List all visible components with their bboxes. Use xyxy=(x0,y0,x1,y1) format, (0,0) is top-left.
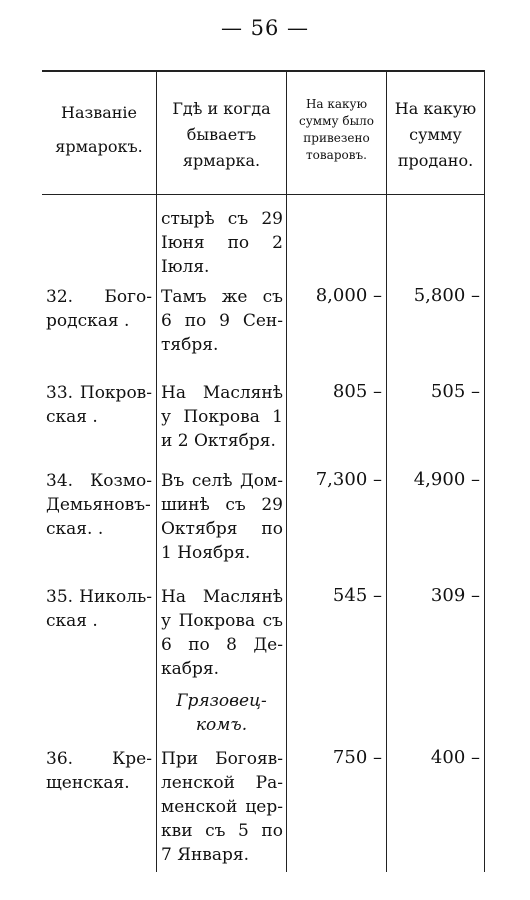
text-line: ская. . xyxy=(46,519,104,539)
column-divider-4 xyxy=(484,72,485,872)
text-line: кви съ 5 по xyxy=(161,821,283,841)
header-bottom-rule xyxy=(42,194,485,195)
text-line: ская . xyxy=(46,611,98,631)
row-36-brought: 750 – xyxy=(332,747,382,768)
header-sold-line: сумму xyxy=(409,125,462,144)
header-name-line: Названіе xyxy=(60,103,137,122)
text-line: Іюля. xyxy=(161,257,210,277)
district-subheading xyxy=(158,689,285,737)
text-line: шинѣ съ 29 xyxy=(161,495,283,515)
text-line: 32. Бого- xyxy=(46,287,152,307)
header-name-line: ярмарокъ. xyxy=(55,137,143,156)
row-36-name xyxy=(46,747,152,795)
row-32-place xyxy=(161,285,283,357)
text-line: комъ. xyxy=(195,715,248,735)
text-line: родская . xyxy=(46,311,130,331)
header-brought-line: сумму было xyxy=(299,114,374,128)
text-line: На Маслянѣ xyxy=(161,383,283,403)
text-line: у Покрова 1 xyxy=(161,407,283,427)
header-sold-line: На какую xyxy=(394,99,477,118)
text-line: 6 по 9 Сен- xyxy=(161,311,283,331)
table-top-rule xyxy=(42,70,485,72)
text-line: стырѣ съ 29 xyxy=(161,209,283,229)
text-line: Октября по xyxy=(161,519,283,539)
row-33-name xyxy=(46,381,152,429)
row-35-brought: 545 – xyxy=(332,585,382,606)
column-divider-1 xyxy=(156,72,157,872)
row-33-brought: 805 – xyxy=(332,381,382,402)
header-place xyxy=(158,96,285,174)
text-line: ская . xyxy=(46,407,98,427)
header-place-line: Гдѣ и когда xyxy=(172,99,271,118)
row-32-sold: 5,800 – xyxy=(413,285,480,306)
row-36-sold: 400 – xyxy=(430,747,480,768)
header-sold-line: продано. xyxy=(397,151,474,170)
row-35-sold: 309 – xyxy=(430,585,480,606)
text-line: 34. Козмо- xyxy=(46,471,152,491)
text-line: При Богояв- xyxy=(161,749,283,769)
header-sold xyxy=(388,96,483,174)
row-34-name xyxy=(46,469,152,541)
column-divider-3 xyxy=(386,72,387,872)
row-33-sold: 505 – xyxy=(430,381,480,402)
text-line: Тамъ же съ xyxy=(161,287,283,307)
header-place-line: бываетъ xyxy=(186,125,257,144)
row-36-place xyxy=(161,747,283,867)
text-line: менской цер- xyxy=(161,797,283,817)
row-33-place xyxy=(161,381,283,453)
text-line: щенская. xyxy=(46,773,130,793)
header-brought-line: привезено xyxy=(303,131,370,145)
text-line: На Маслянѣ xyxy=(161,587,283,607)
header-name xyxy=(44,96,154,164)
text-line: Грязовец- xyxy=(176,691,267,711)
text-line: тября. xyxy=(161,335,219,355)
row-35-place xyxy=(161,585,283,681)
text-line: 6 по 8 Де- xyxy=(161,635,283,655)
header-brought xyxy=(288,96,385,164)
column-divider-2 xyxy=(286,72,287,872)
page-number: — 56 — xyxy=(220,16,310,40)
header-brought-line: товаровъ. xyxy=(306,148,367,162)
text-line: 36. Кре- xyxy=(46,749,152,769)
text-line: у Покрова съ xyxy=(161,611,283,631)
text-line: и 2 Октября. xyxy=(161,431,276,451)
row-32-brought: 8,000 – xyxy=(315,285,382,306)
text-line: 7 Января. xyxy=(161,845,249,865)
header-brought-line: На какую xyxy=(305,97,368,111)
continuation-place xyxy=(161,207,283,279)
row-34-place xyxy=(161,469,283,565)
text-line: 33. Покров- xyxy=(46,383,152,403)
text-line: Въ селѣ Дом- xyxy=(161,471,283,491)
text-line: ленской Ра- xyxy=(161,773,283,793)
text-line: Іюня по 2 xyxy=(161,233,283,253)
header-place-line: ярмарка. xyxy=(182,151,261,170)
text-line: 35. Николь- xyxy=(46,587,152,607)
row-34-brought: 7,300 – xyxy=(315,469,382,490)
text-line: кабря. xyxy=(161,659,220,679)
text-line: Демьяновъ- xyxy=(46,495,151,515)
row-34-sold: 4,900 – xyxy=(413,469,480,490)
text-line: 1 Ноября. xyxy=(161,543,251,563)
row-35-name xyxy=(46,585,152,633)
row-32-name xyxy=(46,285,152,333)
